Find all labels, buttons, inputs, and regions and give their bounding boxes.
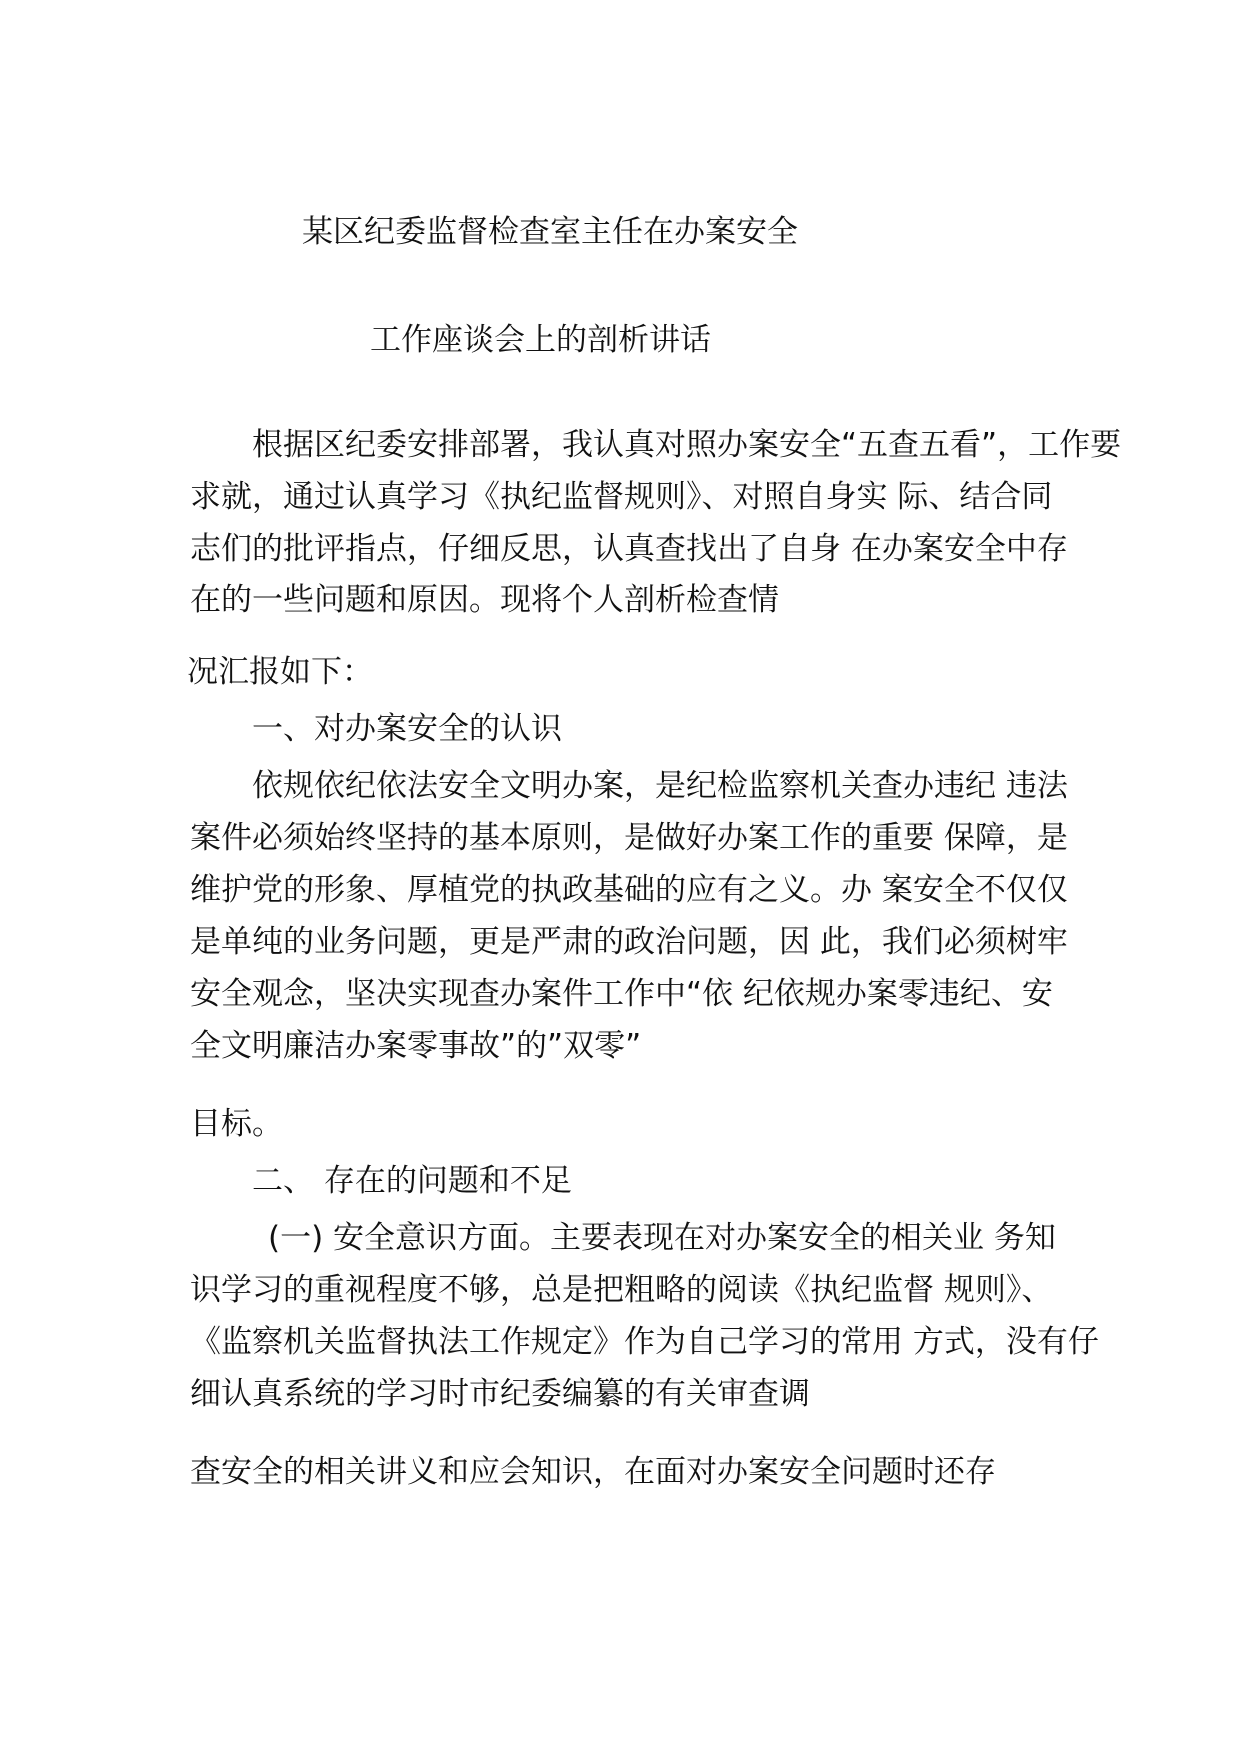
body-line: 查安全的相关讲义和应会知识，在面对办案安全问题时还存 xyxy=(190,1454,996,1490)
body-line: 志们的批评指点，仔细反思，认真查找出了自身 在办案安全中存 xyxy=(190,531,1068,567)
section-heading-1: 一、对办案安全的认识 xyxy=(252,711,562,747)
body-line: 根据区纪委安排部署，我认真对照办案安全“五查五看”，工作要 xyxy=(252,427,1122,463)
body-line: 求就，通过认真学习《执纪监督规则》、对照自身实 际、结合同 xyxy=(190,479,1053,515)
body-line: 是单纯的业务问题，更是严肃的政治问题，因 此，我们必须树牢 xyxy=(190,924,1068,960)
body-line: 维护党的形象、厚植党的执政基础的应有之义。办 案安全不仅仅 xyxy=(190,872,1068,908)
body-line: 况汇报如下： xyxy=(187,654,373,690)
title-line-2: 工作座谈会上的剖析讲话 xyxy=(370,322,711,358)
body-line: 《监察机关监督执法工作规定》作为自己学习的常用 方式，没有仔 xyxy=(190,1324,1099,1360)
body-line: 在的一些问题和原因。现将个人剖析检查情 xyxy=(190,582,779,618)
body-line: 细认真系统的学习时市纪委编纂的有关审查调 xyxy=(190,1376,810,1412)
body-line: 全文明廉洁办案零事故”的”双零” xyxy=(190,1028,642,1064)
body-line: (一) 安全意识方面。主要表现在对办案安全的相关业 务知 xyxy=(268,1220,1056,1256)
body-line: 案件必须始终坚持的基本原则，是做好办案工作的重要 保障，是 xyxy=(190,820,1068,856)
body-line: 识学习的重视程度不够，总是把粗略的阅读《执纪监督 规则》、 xyxy=(190,1272,1053,1308)
body-line: 目标。 xyxy=(190,1106,283,1142)
title-line-1: 某区纪委监督检查室主任在办案安全 xyxy=(302,214,798,250)
section-heading-2: 二、 存在的问题和不足 xyxy=(252,1163,572,1199)
body-line: 依规依纪依法安全文明办案，是纪检监察机关查办违纪 违法 xyxy=(252,768,1068,804)
body-line: 安全观念，坚决实现查办案件工作中“依 纪依规办案零违纪、安 xyxy=(190,976,1053,1012)
